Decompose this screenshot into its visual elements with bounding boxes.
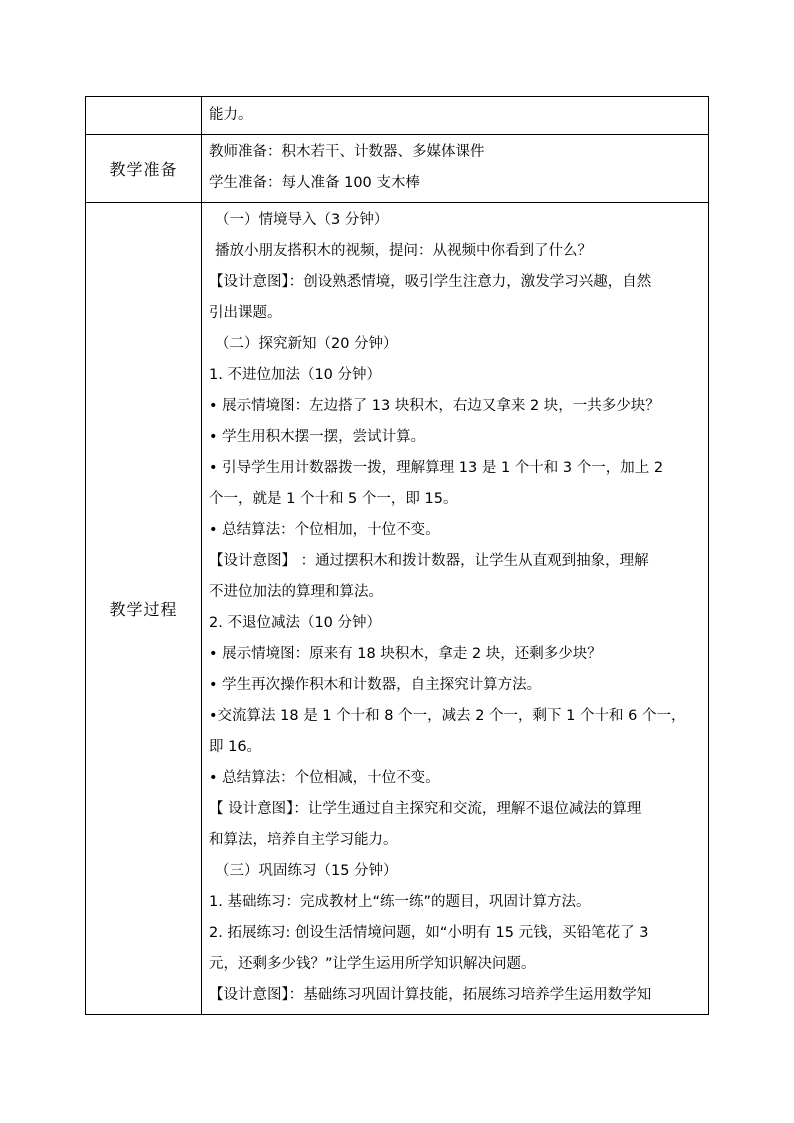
row-label-empty [86,97,202,135]
subsection-heading: 1. 不进位加法（10 分钟） [209,367,382,383]
bullet-line: • 总结算法：个位相减，十位不变。 [209,770,440,786]
section-heading: （二）探究新知（20 分钟） [215,336,398,352]
content-line: 元，还剩多少钱？”让学生运用所学知识解决问题。 [209,956,536,972]
content-line: 学生准备：每人准备 100 支木棒 [209,175,420,191]
content-line: 播放小朋友搭积木的视频，提问：从视频中你看到了什么？ [215,243,592,259]
content-line: 个一，就是 1 个十和 5 个一，即 15。 [209,491,458,507]
section-heading: （一）情境导入（3 分钟） [215,212,389,228]
row-label-teaching-process: 教学过程 [86,203,202,1015]
content-line: 能力。 [209,107,253,123]
design-intent-line: 【设计意图】 ：通过摆积木和拨计数器，让学生从直观到抽象，理解 [209,553,649,569]
design-intent-line: 【 设计意图】：让学生通过自主探究和交流，理解不退位减法的算理 [209,801,642,817]
table-row-continuation [86,97,709,135]
section-heading: （三）巩固练习（15 分钟） [215,863,398,879]
content-line: 和算法，培养自主学习能力。 [209,832,398,848]
content-line: 教师准备：积木若干、计数器、多媒体课件 [209,144,485,160]
content-line: 2. 拓展练习: 创设生活情境问题，如“小明有 15 元钱，买铅笔花了 3 [209,925,649,941]
row-label-teaching-preparation: 教学准备 [86,135,202,203]
bullet-line: •交流算法 18 是 1 个十和 8 个一，减去 2 个一，剩下 1 个十和 6 个一， [209,708,686,724]
content-line: 不进位加法的算理和算法。 [209,584,383,600]
design-intent-line: 【设计意图】：创设熟悉情境，吸引学生注意力，激发学习兴趣，自然 [209,274,652,290]
design-intent-line: 【设计意图】：基础练习巩固计算技能，拓展练习培养学生运用数学知 [209,987,652,1003]
content-line: 引出课题。 [209,305,282,321]
bullet-line: • 展示情境图：原来有 18 块积木，拿走 2 块，还剩多少块？ [209,646,602,662]
lesson-plan-table [85,96,709,1015]
table-row-teaching-process [86,203,709,1015]
bullet-line: • 学生再次操作积木和计数器，自主探究计算方法。 [209,677,542,693]
row-content-continuation [202,97,709,135]
subsection-heading: 2. 不退位减法（10 分钟） [209,615,382,631]
content-line: 1. 基础练习：完成教材上“练一练”的题目，巩固计算方法。 [209,894,591,910]
bullet-line: • 学生用积木摆一摆，尝试计算。 [209,429,426,445]
table-row-teaching-preparation [86,135,709,203]
bullet-line: • 展示情境图：左边搭了 13 块积木，右边又拿来 2 块，一共多少块？ [209,398,660,414]
bullet-line: • 引导学生用计数器拨一拨，理解算理 13 是 1 个十和 3 个一，加上 2 [209,460,664,476]
content-line: 即 16。 [209,739,262,755]
row-content-teaching-process [202,203,709,1015]
row-content-teaching-preparation [202,135,709,203]
bullet-line: • 总结算法：个位相加，十位不变。 [209,522,440,538]
